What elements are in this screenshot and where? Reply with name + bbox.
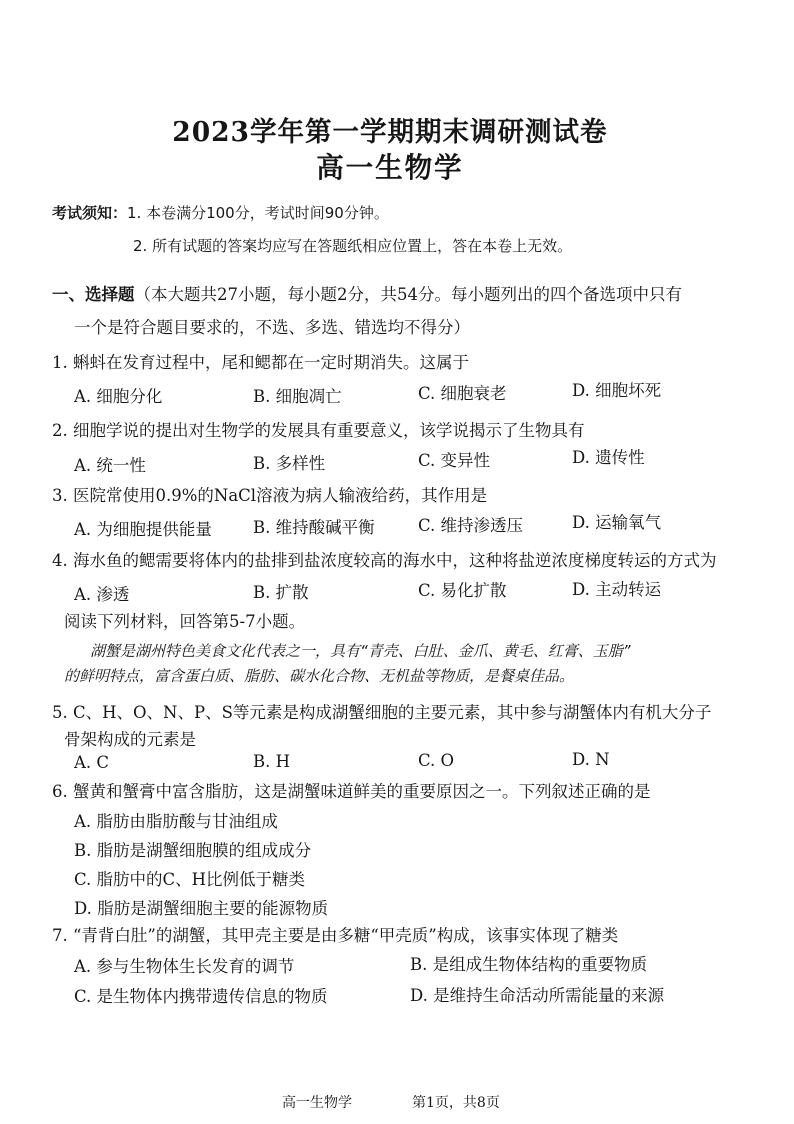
notice-line-1 [52,202,389,223]
question-1-option-d: D. 细胞坏死 [572,381,662,400]
section-desc-1: （本大题共27小题，每小题2分，共54分。每小题列出的四个备选项中只有 [134,285,682,304]
question-5-option-c: C. O [418,751,455,770]
question-3-option-d: D. 运输氧气 [572,513,662,532]
question-6-option-d: D. 脂肪是湖蟹细胞主要的能源物质 [74,899,329,918]
question-2-option-c: C. 变异性 [418,451,491,470]
notice-item-2: 2. 所有试题的答案均应写在答题纸相应位置上，答在本卷上无效。 [133,237,573,255]
section-heading [52,281,682,305]
question-1-option-b: B. 细胞凋亡 [253,387,342,406]
question-5-option-a: A. C [74,753,110,772]
question-7-option-a: A. 参与生物体生长发育的调节 [74,957,295,976]
footer-subject: 高一生物学 [282,1095,352,1111]
reading-material-line-1: 湖蟹是湖州特色美食文化代表之一，具有“青壳、白肚、金爪、黄毛、红膏、玉脂” [90,642,631,660]
section-desc-2: 一个是符合题目要求的，不选、多选、错选均不得分） [74,318,470,337]
question-4-option-d: D. 主动转运 [572,580,662,599]
question-1-option-a: A. 细胞分化 [74,387,163,406]
exam-subject: 高一生物学 [316,151,464,184]
question-7-option-c: C. 是生物体内携带遗传信息的物质 [74,987,328,1006]
question-1-option-c: C. 细胞衰老 [418,384,507,403]
reading-intro: 阅读下列材料，回答第5-7小题。 [64,612,306,631]
exam-title: 2023学年第一学期期末调研测试卷 [172,117,608,148]
question-6-stem: 6. 蟹黄和蟹膏中富含脂肪，这是湖蟹味道鲜美的重要原因之一。下列叙述正确的是 [52,782,651,801]
question-5-option-b: B. H [253,752,291,771]
question-2-option-a: A. 统一性 [74,456,146,475]
question-6-option-a: A. 脂肪由脂肪酸与甘油组成 [74,812,278,831]
question-4-option-b: B. 扩散 [253,583,309,602]
question-7-option-b: B. 是组成生物体结构的重要物质 [410,955,648,974]
question-3-option-a: A. 为细胞提供能量 [74,520,212,539]
question-4-option-a: A. 渗透 [74,585,130,604]
footer-page-number: 第1页，共8页 [412,1095,500,1111]
question-6-option-b: B. 脂肪是湖蟹细胞膜的组成成分 [74,841,312,860]
question-1-stem: 1. 蝌蚪在发育过程中，尾和鳃都在一定时期消失。这属于 [52,353,469,372]
question-5-stem-line-1: 5. C、H、O、N、P、S等元素是构成湖蟹细胞的主要元素，其中参与湖蟹体内有机大分子 [52,703,712,722]
section-label: 一、选择题 [52,285,135,304]
question-2-option-d: D. 遗传性 [572,448,645,467]
notice-label: 考试须知： [52,204,128,222]
notice-item-1: 1. 本卷满分100分，考试时间90分钟。 [127,204,389,222]
question-3-option-b: B. 维持酸碱平衡 [253,518,375,537]
question-3-stem: 3. 医院常使用0.9%的NaCl溶液为病人输液给药，其作用是 [52,486,488,505]
question-7-option-d: D. 是维持生命活动所需能量的来源 [410,986,665,1005]
question-3-option-c: C. 维持渗透压 [418,516,524,535]
question-5-option-d: D. N [572,750,610,769]
question-4-stem: 4. 海水鱼的鳃需要将体内的盐排到盐浓度较高的海水中，这种将盐逆浓度梯度转运的方式为 [52,551,717,570]
question-2-option-b: B. 多样性 [253,454,326,473]
question-2-stem: 2. 细胞学说的提出对生物学的发展具有重要意义，该学说揭示了生物具有 [52,421,585,440]
reading-material-line-2: 的鲜明特点，富含蛋白质、脂肪、碳水化合物、无机盐等物质，是餐桌佳品。 [64,667,575,685]
question-6-option-c: C. 脂肪中的C、H比例低于糖类 [74,870,306,889]
question-4-option-c: C. 易化扩散 [418,581,507,600]
question-5-stem-line-2: 骨架构成的元素是 [64,730,196,749]
question-7-stem: 7. “青背白肚”的湖蟹，其甲壳主要是由多糖“甲壳质”构成，该事实体现了糖类 [52,926,619,945]
